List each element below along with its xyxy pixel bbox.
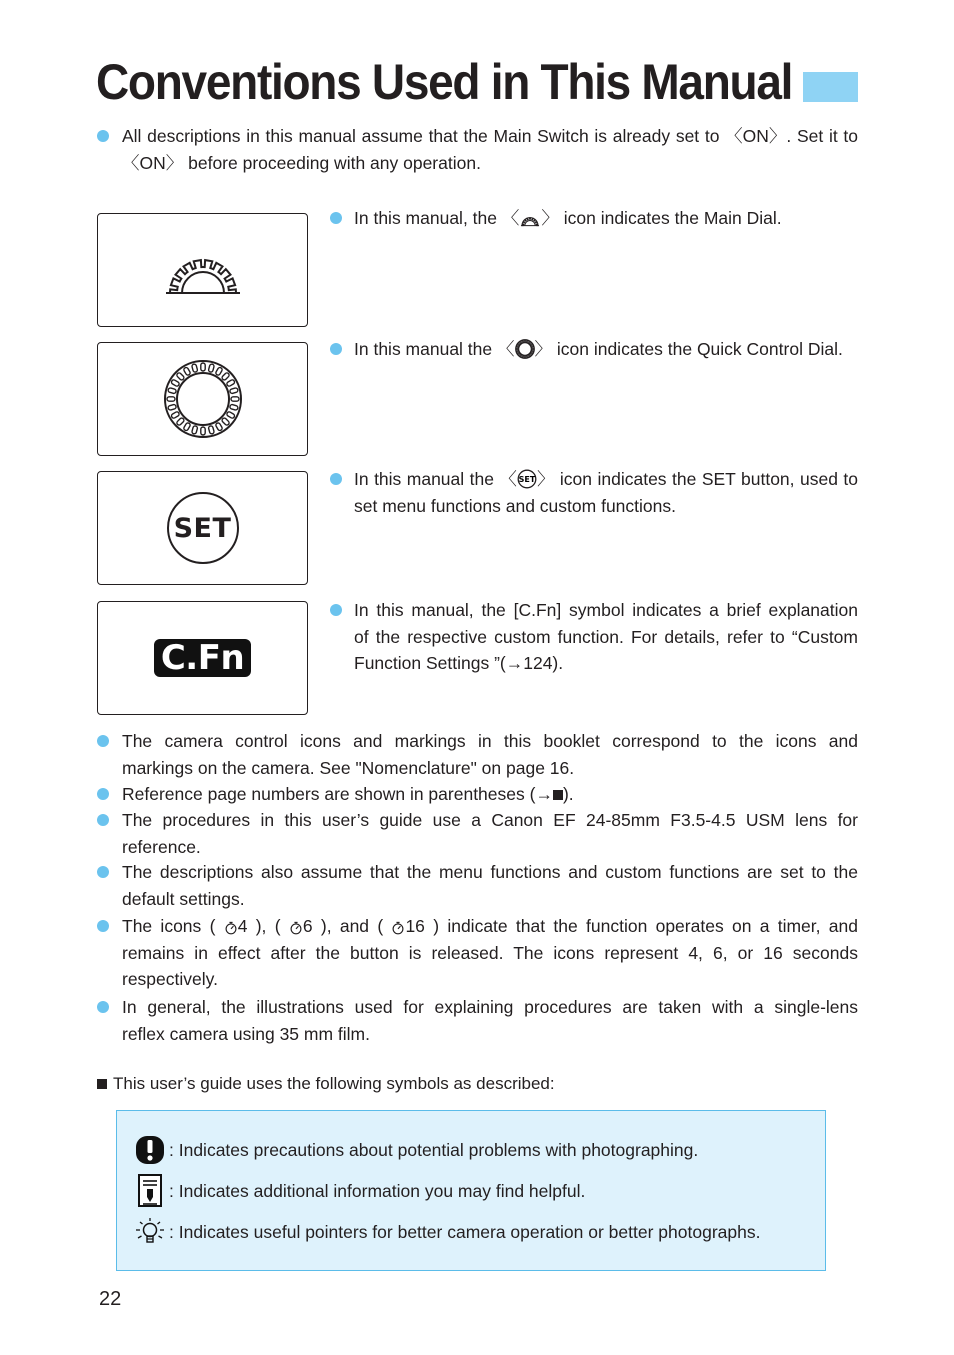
dial-grip <box>516 346 518 348</box>
bullet-icon <box>97 1001 109 1013</box>
note-line: markings on the camera. See "Nomenclature" on page 16. <box>122 757 575 778</box>
symbol-row-memo <box>133 1176 585 1206</box>
timer-value: 6 <box>302 916 313 936</box>
timer-icon <box>289 920 303 936</box>
symbols-legend-box <box>116 1110 826 1271</box>
dial-grip <box>176 372 185 381</box>
symbol-row-tip <box>133 1217 760 1247</box>
dial-grip <box>518 353 520 355</box>
bullet-icon <box>330 343 342 355</box>
tip-bulb-icon <box>133 1217 167 1247</box>
symbols-heading-text: This user’s guide uses the following symbols as described: <box>113 1074 555 1093</box>
dial-grip <box>527 355 529 357</box>
gear-outline <box>170 260 236 293</box>
note-text: ). <box>562 784 574 804</box>
dial-grip <box>221 372 230 381</box>
caution-icon <box>133 1135 167 1165</box>
bullet-icon <box>97 920 109 932</box>
description-line <box>354 466 858 493</box>
note-illustrations <box>122 994 858 1047</box>
note-line: The camera control icons and markings in this booklet correspond to the icons and <box>122 731 858 751</box>
symbol-description: : Indicates precautions about potential problems with photographing. <box>169 1139 699 1160</box>
note-line: In general, the illustrations used for explaining procedures are taken with a single-lens <box>122 997 858 1017</box>
set-button-inline-icon <box>517 469 537 489</box>
dial-grip <box>522 355 524 357</box>
dial-grip <box>526 340 528 342</box>
dial-grip <box>522 340 524 342</box>
main-dial-inline-icon <box>519 212 541 228</box>
intro-note <box>122 123 858 176</box>
description-text: In this manual the 〈 <box>354 339 515 359</box>
description-text: 〉 icon indicates the SET button, used to <box>536 469 859 489</box>
intro-line: 〈ON〉 before proceeding with any operation. <box>122 152 481 173</box>
bullet-icon <box>97 814 109 826</box>
dial-grip <box>226 379 235 387</box>
dial-grip <box>517 352 519 354</box>
set-label: SET <box>173 512 232 544</box>
dial-grip <box>167 388 176 394</box>
note-text: ), and ( <box>320 916 384 936</box>
cfn-figure <box>97 601 308 715</box>
dial-grip <box>520 341 522 343</box>
bullet-icon <box>97 735 109 747</box>
quick-control-dial-figure <box>97 342 308 456</box>
dial-grip <box>530 352 532 354</box>
gear-outline <box>522 218 538 226</box>
memo-icon <box>133 1176 167 1206</box>
set-button-description <box>354 466 858 519</box>
note-default-settings <box>122 859 858 912</box>
page-title: Conventions Used in This Manual <box>96 54 793 110</box>
main-dial-figure <box>97 213 308 327</box>
quick-control-dial-description <box>354 336 858 363</box>
dial-grip <box>531 350 533 352</box>
note-text: ), ( <box>255 916 281 936</box>
dial-grip <box>221 417 230 426</box>
description-text: 〉 icon indicates the Main Dial. <box>541 208 782 228</box>
dial-grip <box>170 379 179 387</box>
dial-grip <box>167 397 175 401</box>
gear-inner-arc <box>182 272 224 293</box>
note-line: reference. <box>122 836 201 857</box>
bullet-icon <box>97 788 109 800</box>
quick-control-dial-inline-icon <box>515 339 535 359</box>
symbol-row-caution <box>133 1135 698 1165</box>
dial-grip <box>524 340 525 342</box>
dial-grip <box>531 346 533 348</box>
dial-grip <box>526 355 528 357</box>
main-dial-description <box>354 205 858 232</box>
dial-grip <box>527 341 529 343</box>
dial-grip <box>520 355 522 357</box>
dial-grip <box>516 348 518 349</box>
quick-control-dial-icon <box>162 358 244 440</box>
note-lens <box>122 807 858 860</box>
gear-inner-arc <box>525 220 535 225</box>
description-text: In this manual the 〈 <box>354 469 517 489</box>
dial-grip <box>167 404 176 410</box>
timer-icon <box>391 920 405 936</box>
symbol-description: : Indicates additional information you may find helpful. <box>169 1180 586 1201</box>
dial-grip <box>226 411 235 419</box>
symbol-description: : Indicates useful pointers for better camera operation or better photographs. <box>169 1221 761 1242</box>
dial-inner-ring <box>518 343 531 356</box>
note-text: Reference page numbers are shown in parentheses (→ <box>122 784 553 804</box>
dial-grip <box>517 344 519 346</box>
note-line: remains in effect after the button is released. The icons represent 4, 6, or 16 seconds <box>122 942 858 963</box>
dial-grip <box>231 397 239 401</box>
dial-grip <box>191 364 197 373</box>
note-line: respectively. <box>122 969 218 989</box>
dial-grip <box>183 367 191 376</box>
note-line: The descriptions also assume that the menu functions and custom functions are set to the <box>122 862 858 882</box>
symbols-heading <box>97 1074 555 1094</box>
note-line: default settings. <box>122 888 245 909</box>
dial-grip <box>191 425 197 434</box>
bullet-icon <box>330 473 342 485</box>
bullet-icon <box>97 130 109 142</box>
description-line: set menu functions and custom functions. <box>354 495 676 516</box>
dial-grip <box>208 364 214 373</box>
dial-grip <box>200 427 204 435</box>
dial-grip <box>170 411 179 419</box>
note-line: reflex camera using 35 mm film. <box>122 1023 370 1044</box>
bullet-icon <box>97 866 109 878</box>
note-line: The procedures in this user’s guide use a Canon EF 24-85mm F3.5-4.5 USM lens for <box>122 810 858 830</box>
note-reference-pages <box>122 781 858 808</box>
page-square-icon <box>553 790 563 800</box>
cfn-description <box>354 597 858 677</box>
bullet-icon <box>330 212 342 224</box>
bullet-icon <box>330 604 342 616</box>
dial-grip <box>518 342 520 344</box>
dial-grip <box>529 342 531 344</box>
dial-grip <box>176 417 185 426</box>
timer-icon <box>224 920 238 936</box>
page-number: 22 <box>99 1288 122 1310</box>
note-line <box>122 913 858 940</box>
cfn-label: C.Fn <box>160 638 245 678</box>
description-text: In this manual, the 〈 <box>354 208 520 228</box>
dial-grip <box>530 344 532 346</box>
set-button-figure <box>97 471 308 585</box>
dial-grip <box>229 388 238 394</box>
dial-grip <box>208 425 214 434</box>
dial-grip <box>524 356 525 358</box>
timer-value: 16 <box>405 916 425 936</box>
dial-grip <box>215 422 223 431</box>
description-line: In this manual, the [C.Fn] symbol indicates a brief explanation <box>354 600 858 620</box>
timer-value: 4 <box>237 916 248 936</box>
dial-grip <box>200 363 204 371</box>
note-text: The icons ( <box>122 916 216 936</box>
dial-grip <box>529 353 531 355</box>
dial-inner-ring <box>177 373 229 425</box>
cfn-symbol-icon <box>154 639 251 677</box>
description-line: Function Settings ”(→124). <box>354 653 564 673</box>
dial-grip <box>531 348 533 349</box>
intro-line: All descriptions in this manual assume that the Main Switch is already set to 〈ON〉. Set it to <box>122 126 858 146</box>
note-icons-correspond <box>122 728 858 781</box>
description-line: of the respective custom function. For details, refer to “Custom <box>354 626 858 647</box>
main-dial-icon <box>158 241 248 299</box>
dial-grip <box>229 404 238 410</box>
set-button-icon <box>167 492 239 564</box>
square-bullet-icon <box>97 1079 107 1089</box>
note-timer-icons <box>122 913 858 993</box>
description-text: 〉 icon indicates the Quick Control Dial. <box>534 339 843 359</box>
svg-text:SET: SET <box>518 475 536 485</box>
note-text: ) indicate that the function operates on a timer, and <box>433 916 858 936</box>
dial-grip <box>215 367 223 376</box>
title-accent-block <box>803 72 858 102</box>
dial-grip <box>516 350 518 352</box>
dial-grip <box>183 422 191 431</box>
